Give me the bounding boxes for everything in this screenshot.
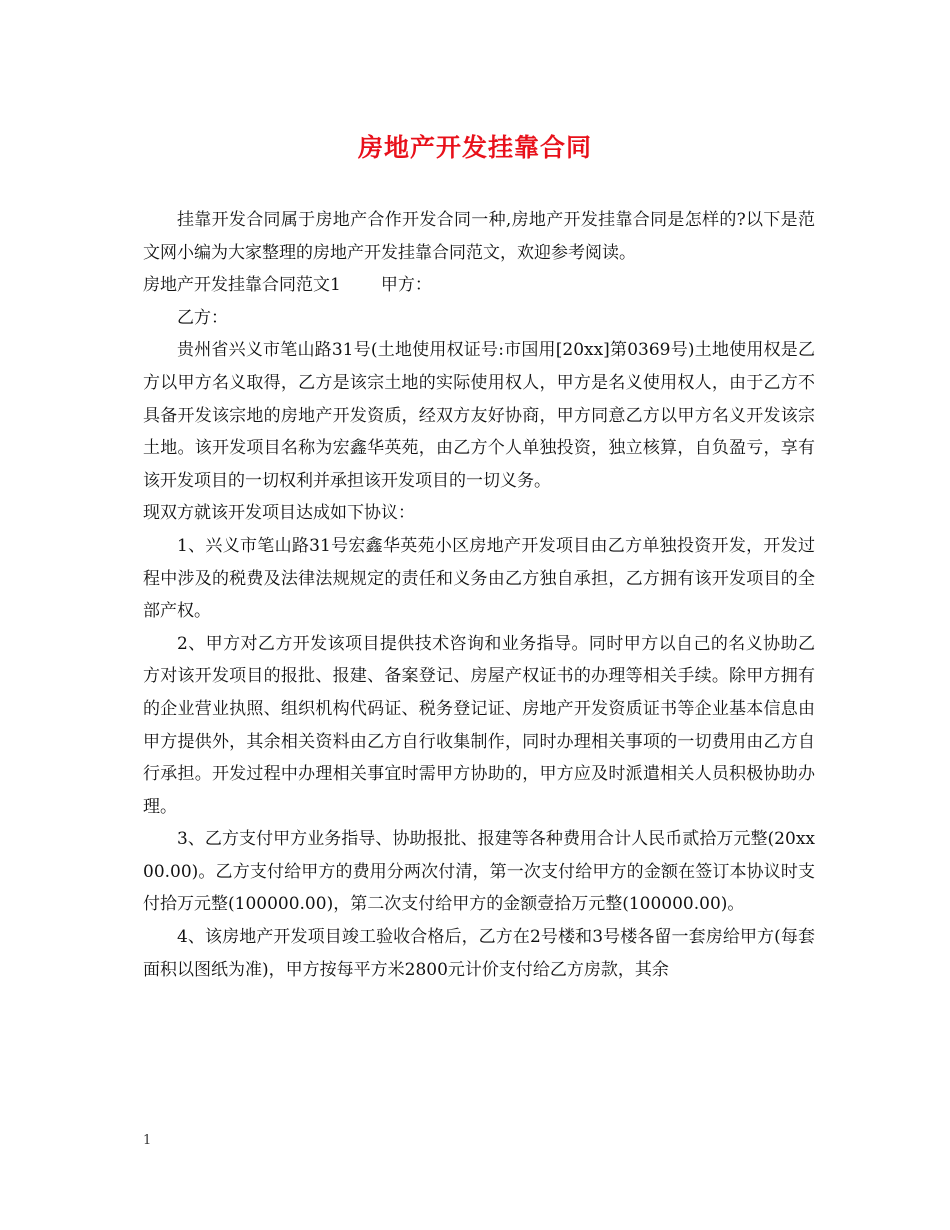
clause-1: 1、兴义市笔山路31号宏鑫华英苑小区房地产开发项目由乙方单独投资开发，开发过程中涉及的税费及法律法规规定的责任和义务由乙方独自承担，乙方拥有该开发项目的全部产权。: [143, 535, 815, 622]
page-number: 1: [143, 1133, 152, 1148]
sample-heading: 房地产开发挂靠合同范文1: [143, 275, 341, 296]
sample-heading-line: [143, 269, 815, 302]
clause-3: 3、乙方支付甲方业务指导、协助报批、报建等各种费用合计人民币贰拾万元整(20xx00.00)。乙方支付给甲方的费用分两次付清，第一次支付给甲方的金额在签订本协议时支付拾万元整(100000.00)，第二次支付给甲方的金额壹拾万元整(100000.00)。: [143, 829, 815, 915]
party-a-label: 甲方：: [380, 275, 432, 296]
party-b-label: 乙方：: [177, 307, 228, 328]
agreement-intro: 现双方就该开发项目达成如下协议：: [143, 503, 415, 524]
land-description-paragraph: 贵州省兴义市笔山路31号(土地使用权证号:市国用[20xx]第0369号)土地使用权是乙方以甲方名义取得，乙方是该宗土地的实际使用权人，甲方是名义使用权人，由于乙方不具备开发该宗地的房地产开发资质，经双方友好协商，甲方同意乙方以甲方名义开发该宗土地。该开发项目名称为宏鑫华英苑，由乙方个人单独投资，独立核算，自负盈亏，享有该开发项目的一切权利并承担该开发项目的一切义务。: [143, 340, 815, 491]
document-title: 房地产开发挂靠合同: [357, 133, 592, 162]
clause-4: 4、该房地产开发项目竣工验收合格后，乙方在2号楼和3号楼各留一套房给甲方(每套面积以图纸为准)，甲方按每平方米2800元计价支付给乙方房款，其余: [143, 927, 815, 980]
intro-paragraph: 挂靠开发合同属于房地产合作开发合同一种,房地产开发挂靠合同是怎样的?以下是范文网小编为大家整理的房地产开发挂靠合同范文，欢迎参考阅读。: [143, 210, 815, 263]
document-body: [143, 204, 815, 986]
clause-2: 2、甲方对乙方开发该项目提供技术咨询和业务指导。同时甲方以自己的名义协助乙方对该开发项目的报批、报建、备案登记、房屋产权证书的办理等相关手续。除甲方拥有的企业营业执照、组织机构代码证、税务登记证、房地产开发资质证书等企业基本信息由甲方提供外，其余相关资料由乙方自行收集制作，同时办理相关事项的一切费用由乙方自行承担。开发过程中办理相关事宜时需甲方协助的，甲方应及时派遣相关人员积极协助办理。: [143, 633, 815, 817]
